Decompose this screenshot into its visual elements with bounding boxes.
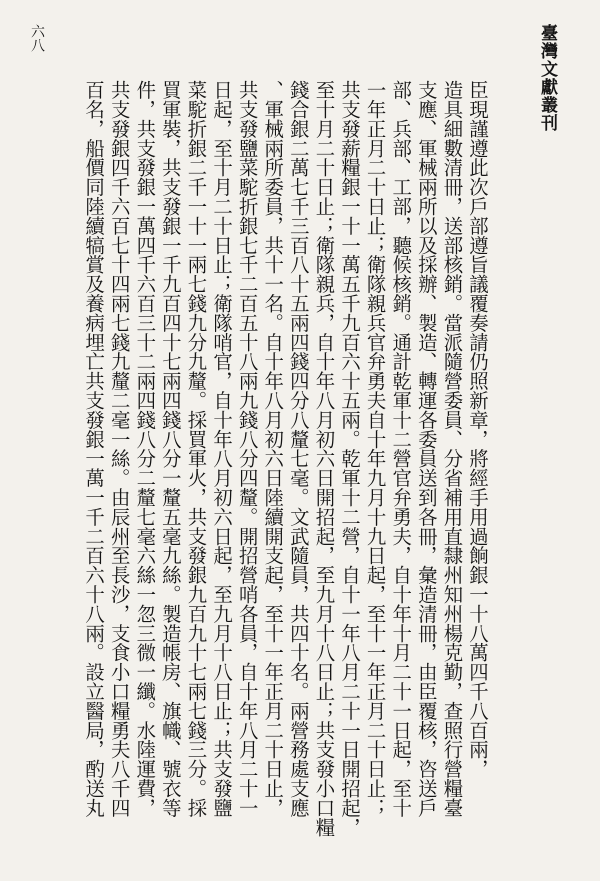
body-text [50,80,490,840]
page-number: 六八 [29,24,45,52]
text-column: 部、兵部、工部，聽候核銷。通計乾軍十二營官弁勇夫，自十年十月二十一日起，至十 [389,80,413,818]
text-column: 支應、軍械兩所以及採辦、製造、轉運各委員送到各冊，彙造清冊，由臣覆核，咨送戶 [414,80,438,818]
text-column: 共支發銀四千六百七十四兩七錢九釐二毫一絲。由辰州至長沙，支食小口糧勇夫八千四 [107,80,131,818]
text-column: 百名，船價同陸續犒賞及養病埋亡共支發銀一萬一千二百六十八兩。設立醫局，酌送丸 [82,80,106,818]
text-column: 、軍械兩所委員，共十一名。自十年八月初六日陸續開支起，至十一年正月二十日止， [261,80,285,818]
text-column: 件，共支發銀一萬四千六百三十二兩四錢八分二釐七毫六絲一忽三微一纖。水陸運費， [133,80,157,818]
text-column: 造具細數清冊，送部核銷。當派隨營委員、分省補用直隸州知州楊克勤，查照行營糧臺 [440,80,464,818]
text-column: 至十月二十日止；衛隊親兵，自十年八月初六日開招起，至九月十八日止；共支發小口糧 [312,80,336,837]
text-column: 買軍裝，共支發銀一千九百四十七兩四錢八分一釐五毫九絲。製造帳房、旗幟、號衣等 [158,80,182,818]
text-column: 共支發薪糧銀一十一萬五千九百六十五兩。乾軍十二營，自十一年八月二十一日開招起， [338,80,362,837]
text-column: 日起，至十月二十日止；衛隊哨官，自十年八月初六日起，至九月十八日止；共支發鹽 [210,80,234,818]
running-head-title: 臺灣文獻叢刊 [537,24,557,132]
text-column: 臣現謹遵此次戶部遵旨議覆奏請仍照新章，將經手用過餉銀一十八萬四千八百兩， [466,80,489,779]
text-column: 菜駝折銀二千一十一兩七錢九分九釐。採買軍火，共支發銀九百九十七兩七錢三分。採 [184,80,208,818]
text-column: 錢合銀二萬七千三百八十五兩四錢四分八釐七毫。文武隨員，共四十名。兩營務處支應 [286,80,310,818]
text-column: 一年正月二十日止；衛隊親兵官弁勇夫自十年九月十九日起，至十一年正月二十日止； [363,80,387,818]
text-column: 共支發鹽菜駝折銀七千二百五十八兩九錢八分四釐。開招營哨各員，自十年八月二十一 [235,80,259,818]
